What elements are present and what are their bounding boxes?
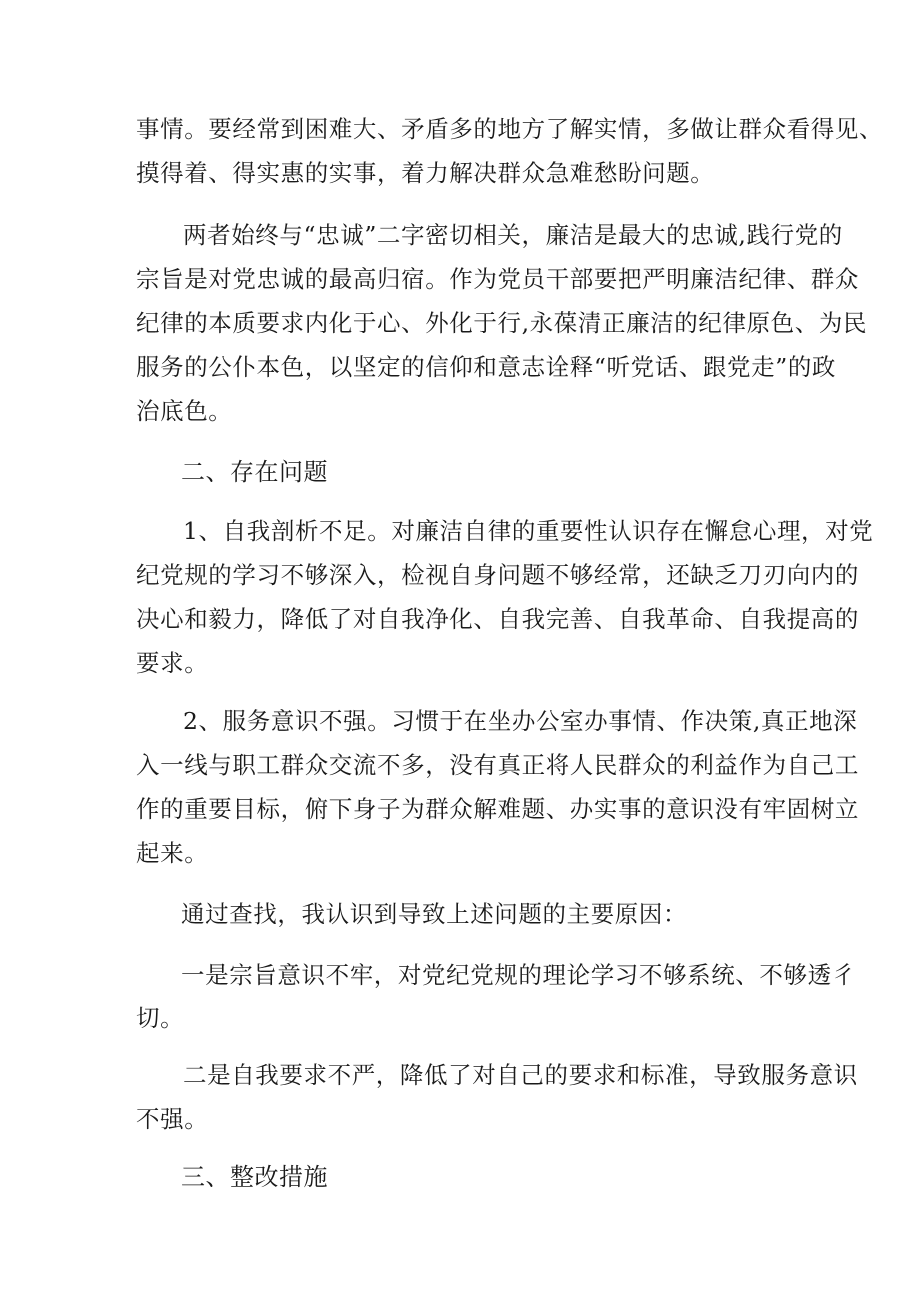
paragraph-line: 1、自我剖析不足。对廉洁自律的重要性认识存在懈怠心理，对党 bbox=[183, 517, 874, 545]
paragraph-line: 作的重要目标，俯下身子为群众解难题、办实事的意识没有牢固树立 bbox=[136, 795, 859, 823]
paragraph-line: 一是宗旨意识不牢，对党纪党规的理论学习不够系统、不够透彳 bbox=[181, 961, 856, 989]
paragraph-line: 治底色。 bbox=[136, 397, 233, 425]
paragraph-line: 入一线与职工群众交流不多，没有真正将人民群众的利益作为自己工 bbox=[136, 751, 859, 779]
paragraph-line: 要求。 bbox=[136, 649, 209, 677]
paragraph-line: 决心和毅力，降低了对自我净化、自我完善、自我革命、自我提高的 bbox=[136, 605, 859, 633]
paragraph-line: 事情。要经常到困难大、矛盾多的地方了解实情，多做让群众看得见、 bbox=[136, 115, 884, 143]
paragraph-line: 两者始终与“忠诚”二字密切相关，廉洁是最大的忠诚,践行党的 bbox=[183, 221, 843, 249]
paragraph-line: 摸得着、得实惠的实事，着力解决群众急难愁盼问题。 bbox=[136, 159, 715, 187]
paragraph-line: 起来。 bbox=[136, 839, 209, 867]
paragraph-line: 切。 bbox=[136, 1004, 185, 1032]
section-heading: 三、整改措施 bbox=[181, 1163, 328, 1191]
section-heading: 二、存在问题 bbox=[181, 458, 328, 486]
paragraph-line: 纪党规的学习不够深入，检视自身问题不够经常，还缺乏刀刃向内的 bbox=[136, 561, 859, 589]
paragraph-line: 通过查找，我认识到导致上述问题的主要原因： bbox=[181, 900, 688, 928]
paragraph-line: 二是自我要求不严，降低了对自己的要求和标准，导致服务意识 bbox=[183, 1061, 858, 1089]
paragraph-line: 纪律的本质要求内化于心、外化于行,永葆清正廉洁的纪律原色、为民 bbox=[136, 309, 868, 337]
paragraph-line: 2、服务意识不强。习惯于在坐办公室办事情、作决策,真正地深 bbox=[183, 707, 858, 735]
paragraph-line: 不强。 bbox=[136, 1105, 209, 1133]
paragraph-line: 宗旨是对党忠诚的最高归宿。作为党员干部要把严明廉洁纪律、群众 bbox=[136, 265, 859, 293]
paragraph-line: 服务的公仆本色，以坚定的信仰和意志诠释“听党话、跟党走”的政 bbox=[136, 353, 837, 381]
